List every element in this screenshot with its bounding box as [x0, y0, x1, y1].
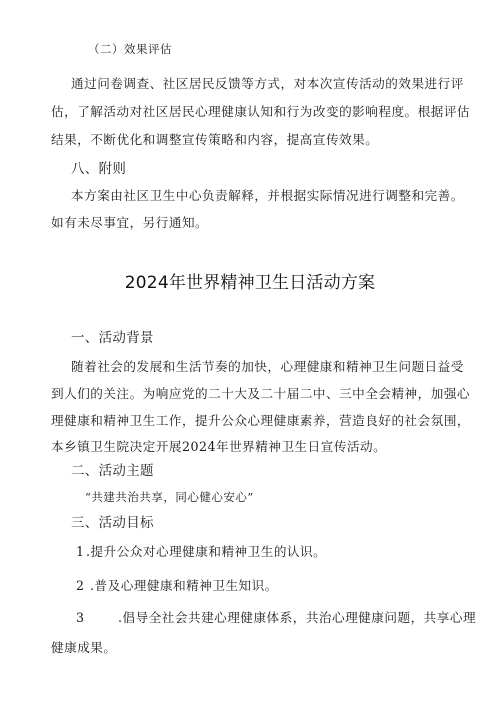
goal-1-text: .提升公众对心理健康和精神卫生的认识。 [86, 544, 327, 559]
goal-3-text-continued: 健康成果。 [51, 640, 117, 655]
paragraph-line: 本方案由社区卫生中心负责解释，并根据实际情况进行调整和完善。 [71, 188, 464, 203]
activity-theme-slogan: “共建共治共享，同心健心安心” [85, 490, 254, 504]
paragraph-line: 理健康和精神卫生工作，提升公众心理健康素养，营造良好的社会氛围， [51, 413, 470, 428]
subsection-heading-effect-evaluation: （二）效果评估 [88, 42, 172, 56]
paragraph-line: 随着社会的发展和生活节奏的加快，心理健康和精神卫生问题日益受 [71, 359, 464, 374]
goal-2-number: 2 [76, 578, 85, 593]
section-heading-annex: 八、附则 [71, 161, 127, 177]
section-heading-theme: 二、活动主题 [71, 463, 154, 479]
paragraph-line: 如有未尽事宜，另行通知。 [51, 215, 209, 230]
goal-2-text: .普及心理健康和精神卫生知识。 [90, 578, 278, 593]
goal-3-number: 3 [76, 610, 85, 625]
paragraph-line: 结果，不断优化和调整宣传策略和内容，提高宣传效果。 [51, 132, 379, 147]
paragraph-line: 到人们的关注。为响应党的二十大及二十届二中、三中全会精神，加强心 [51, 386, 470, 401]
paragraph-line: 本乡镇卫生院决定开展2024年世界精神卫生日宣传活动。 [51, 439, 387, 454]
section-heading-background: 一、活动背景 [71, 330, 154, 346]
paragraph-line: 通过问卷调查、社区居民反馈等方式，对本次宣传活动的效果进行评 [71, 76, 464, 91]
section-heading-goals: 三、活动目标 [71, 515, 154, 531]
document-title: 2024年世界精神卫生日活动方案 [124, 273, 376, 293]
goal-3-text: .倡导全社会共建心理健康体系，共治心理健康问题，共享心理 [118, 610, 477, 625]
goal-1-number: 1 [76, 544, 85, 559]
paragraph-line: 估，了解活动对社区居民心理健康认知和行为改变的影响程度。根据评估 [51, 104, 470, 119]
